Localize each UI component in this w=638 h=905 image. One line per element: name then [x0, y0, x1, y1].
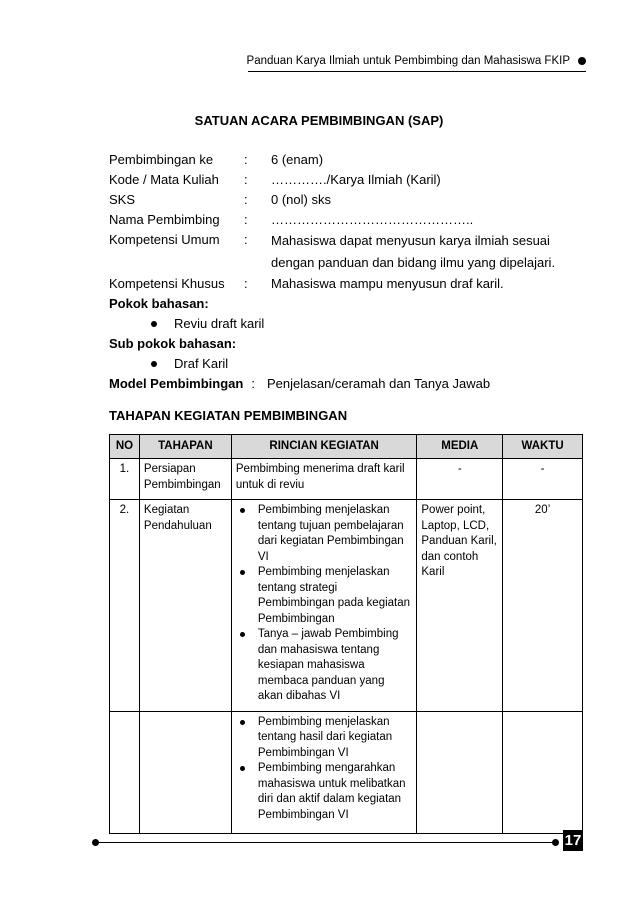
info-colon: : — [244, 232, 248, 247]
info-row-sks — [109, 190, 589, 210]
info-value: …………./Karya Ilmiah (Karil) — [271, 172, 441, 187]
table-row — [110, 459, 583, 500]
list-item: Pembimbing menjelaskan tentang tujuan pembelajaran dari kegiatan Pembimbingan VI — [236, 503, 413, 565]
cell-tahapan: Kegiatan Pendahuluan — [139, 500, 231, 712]
info-row-kode — [109, 170, 589, 190]
info-label: Kompetensi Umum — [109, 232, 220, 247]
cell-waktu: - — [503, 459, 583, 500]
info-label: Kompetensi Khusus — [109, 276, 225, 291]
info-row-kompetensi-umum — [109, 230, 589, 274]
cell-media: Power point, Laptop, LCD, Panduan Karil, dan contoh Karil — [417, 500, 503, 712]
sub-pokok-bahasan-item — [109, 354, 589, 374]
page-number: 17 — [564, 832, 582, 849]
info-label: SKS — [109, 192, 136, 207]
header-bullet-icon — [578, 57, 586, 65]
info-colon: : — [244, 192, 248, 207]
info-colon: : — [244, 172, 248, 187]
cell-rincian: Pembimbing menerima draft karil untuk di reviu — [231, 459, 417, 500]
bullet-icon — [151, 321, 157, 327]
rincian-list — [236, 503, 413, 705]
cell-no — [110, 711, 140, 833]
info-colon: : — [244, 276, 248, 291]
section-title: TAHAPAN KEGIATAN PEMBIMBINGAN — [109, 408, 348, 423]
model-value: Penjelasan/ceramah dan Tanya Jawab — [266, 376, 491, 391]
cell-media: - — [417, 459, 503, 500]
page-title: SATUAN ACARA PEMBIMBINGAN (SAP) — [194, 113, 444, 128]
list-item: Pembimbing menjelaskan tentang strategi Pembimbingan pada kegiatan Pembimbingan — [236, 565, 413, 627]
model-pembimbingan-row — [109, 374, 589, 394]
info-value: 6 (enam) — [271, 152, 324, 167]
table-row — [110, 711, 583, 833]
model-colon: : — [251, 376, 255, 391]
info-value: 0 (nol) sks — [271, 192, 331, 207]
cell-rincian — [231, 500, 417, 712]
cell-waktu — [503, 711, 583, 833]
cell-tahapan — [139, 711, 231, 833]
kegiatan-table — [109, 434, 583, 834]
sap-info-block — [109, 150, 589, 394]
cell-rincian — [231, 711, 417, 833]
header-rule — [248, 71, 586, 72]
info-label: Kode / Mata Kuliah — [109, 172, 219, 187]
pokok-bahasan-label: Pokok bahasan: — [109, 296, 209, 311]
info-value: Mahasiswa dapat menyusun karya ilmiah sesuai dengan panduan dan bidang ilmu yang dipelajari. — [271, 233, 556, 270]
column-header-waktu: WAKTU — [503, 435, 583, 459]
list-item: Pembimbing mengarahkan mahasiswa untuk melibatkan diri dan aktif dalam kegiatan Pembimbingan VI — [236, 761, 413, 823]
info-label: Pembimbingan ke — [109, 152, 214, 167]
column-header-tahapan: TAHAPAN — [139, 435, 231, 459]
cell-waktu: 20’ — [503, 500, 583, 712]
column-header-rincian: RINCIAN KEGIATAN — [231, 435, 417, 459]
info-colon: : — [244, 152, 248, 167]
table-row — [110, 500, 583, 712]
list-item: Pembimbing menjelaskan tentang hasil dari kegiatan Pembimbingan VI — [236, 715, 413, 762]
cell-no: 1. — [110, 459, 140, 500]
running-header: Panduan Karya Ilmiah untuk Pembimbing dan Mahasiswa FKIP — [246, 55, 570, 67]
info-row-pembimbingan — [109, 150, 589, 170]
column-header-no: NO — [110, 435, 140, 459]
sub-pokok-bahasan-label: Sub pokok bahasan: — [109, 336, 237, 351]
table-header-row — [110, 435, 583, 459]
model-label: Model Pembimbingan — [109, 376, 244, 391]
footer-bullet-icon — [552, 839, 559, 846]
footer-rule — [95, 842, 555, 843]
column-header-media: MEDIA — [417, 435, 503, 459]
info-value: Mahasiswa mampu menyusun draf karil. — [271, 276, 504, 291]
pokok-bahasan-text: Reviu draft karil — [174, 316, 265, 331]
cell-media — [417, 711, 503, 833]
rincian-list — [236, 715, 413, 824]
cell-no: 2. — [110, 500, 140, 712]
pokok-bahasan-item — [109, 314, 589, 334]
info-value: ……………………………………….. — [271, 212, 474, 227]
info-colon: : — [244, 212, 248, 227]
list-item: Tanya – jawab Pembimbing dan mahasiswa tentang kesiapan mahasiswa membaca panduan yang akan dibahas VI — [236, 627, 413, 705]
info-row-kompetensi-khusus — [109, 274, 589, 294]
info-row-nama — [109, 210, 589, 230]
info-label: Nama Pembimbing — [109, 212, 220, 227]
cell-tahapan: Persiapan Pembimbingan — [139, 459, 231, 500]
sub-pokok-bahasan-text: Draf Karil — [174, 356, 229, 371]
bullet-icon — [151, 361, 157, 367]
